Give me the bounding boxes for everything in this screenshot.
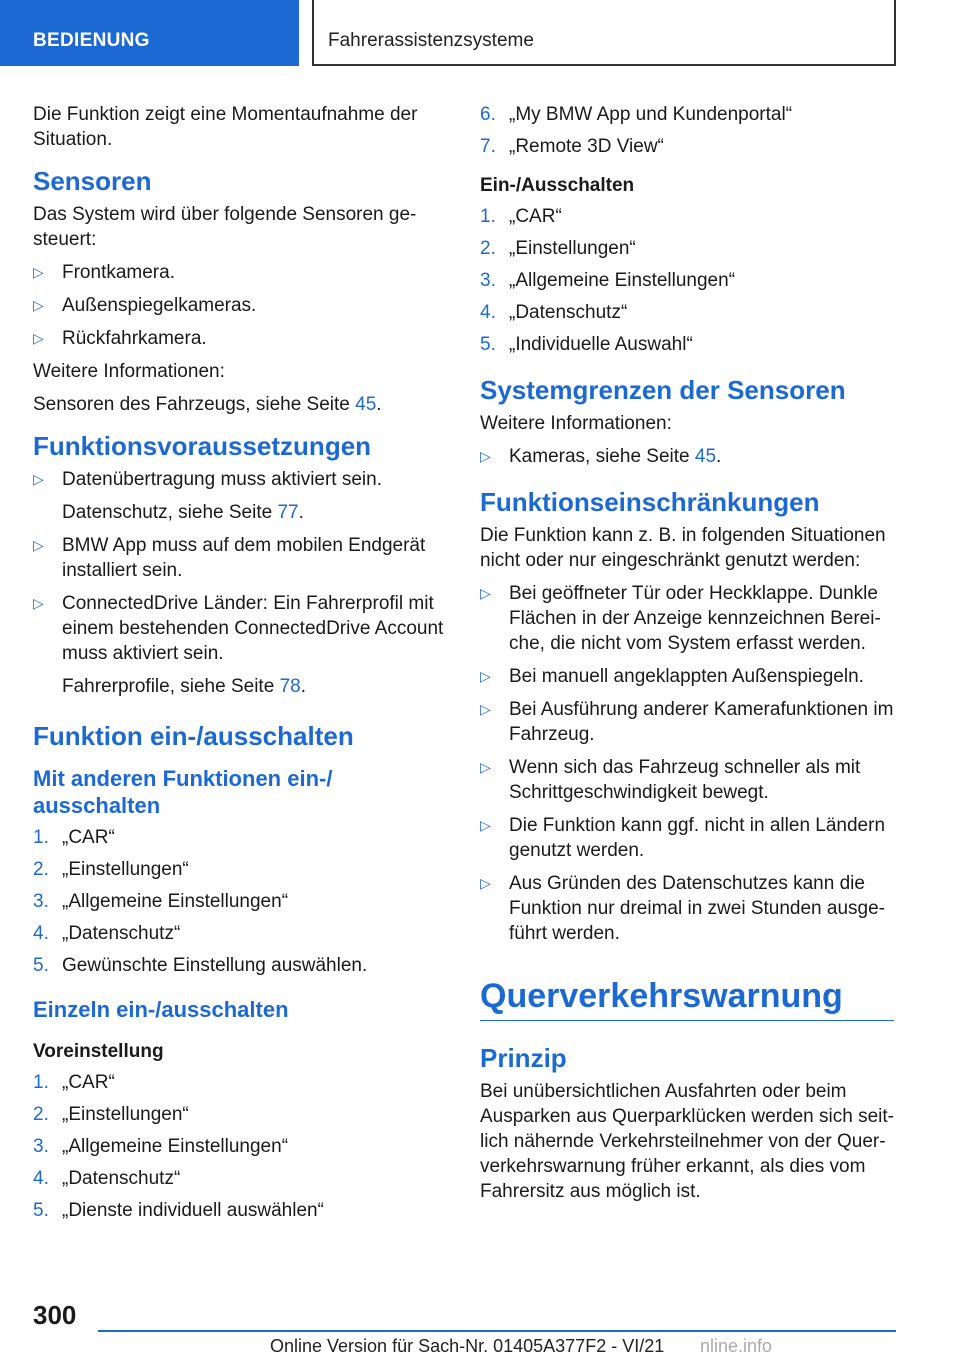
voreinstellung-steps <box>33 1070 447 1223</box>
step-item: 4. „Datenschutz“ <box>33 923 181 944</box>
heading-mit-anderen: Mit anderen Funktionen ein-/ ausschalten <box>33 766 333 818</box>
list-item: ▷ Wenn sich das Fahrzeug schneller als mit Schrittgeschwindigkeit bewegt. <box>480 757 861 803</box>
page-link-77[interactable]: 77 <box>277 502 299 523</box>
triangle-bullet-icon: ▷ <box>33 297 44 313</box>
page-link-45[interactable]: 45 <box>694 446 717 467</box>
page-number: 300 <box>33 1300 77 1330</box>
list-item: ▷ Datenübertragung muss aktiviert sein. Datenschutz, siehe Seite 77. <box>33 467 447 525</box>
triangle-bullet-icon: ▷ <box>480 448 491 464</box>
triangle-bullet-icon: ▷ <box>33 595 44 611</box>
right-column <box>480 102 894 1212</box>
triangle-bullet-icon: ▷ <box>480 585 491 601</box>
triangle-bullet-icon: ▷ <box>33 264 44 280</box>
page-link-78[interactable]: 78 <box>279 676 301 697</box>
list-item: ▷ ConnectedDrive Länder: Ein Fahrerprofil mit einem bestehenden ConnectedDrive Account muss aktiviert sein. Fahrerprofile, siehe Seite 78. <box>33 591 447 699</box>
step-item: 1. „CAR“ <box>33 827 115 848</box>
triangle-bullet-icon: ▷ <box>480 668 491 684</box>
heading-einaus: Funktion ein-/ausschalten <box>33 721 354 751</box>
sub-ref: Datenschutz, siehe Seite 77. <box>62 502 304 523</box>
list-item: ▷ Aus Gründen des Datenschutzes kann die Funktion nur dreimal in zwei Stunden ausgeführt werden. <box>480 873 885 944</box>
list-item: ▷ Bei Ausführung anderer Kamerafunktionen im Fahrzeug. <box>480 699 894 745</box>
step-item: 5. Gewünschte Einstellung auswählen. <box>33 955 368 976</box>
triangle-bullet-icon: ▷ <box>480 875 491 891</box>
step-item: 3. „Allgemeine Einstellungen“ <box>33 1136 289 1157</box>
list-item: ▷ Rückfahrkamera. <box>33 328 207 349</box>
list-item: ▷ BMW App muss auf dem mobilen Endgerät installiert sein. <box>33 535 426 581</box>
heading-querverkehrswarnung: Querverkehrswarnung <box>480 976 894 1021</box>
grenzen-list <box>480 444 894 469</box>
section-tab: BEDIENUNG <box>0 0 299 66</box>
list-item: ▷ Kameras, siehe Seite 45. <box>480 446 722 467</box>
step-item: 2. „Einstellungen“ <box>33 1104 189 1125</box>
step-item: 1. „CAR“ <box>33 1072 115 1093</box>
more-info-label: Weitere Informationen: <box>33 361 225 382</box>
online-version-text: Online Version für Sach-Nr. 01405A377F2 - VI/21 <box>270 1336 665 1356</box>
list-item: ▷ Außenspiegelkameras. <box>33 295 257 316</box>
triangle-bullet-icon: ▷ <box>480 817 491 833</box>
heading-systemgrenzen: Systemgrenzen der Sensoren <box>480 375 846 405</box>
step-item: 3. „Allgemeine Einstellungen“ <box>480 270 736 291</box>
voraussetzungen-list <box>33 467 447 699</box>
prinzip-text: Bei unübersichtlichen Ausfahrten oder beim Ausparken aus Querparklücken werden sich seitlich nähernde Verkehrsteilnehmer von der Querverkehrswarnung früher erkannt, als dies vom Fahrersitz aus möglich ist. <box>480 1081 894 1202</box>
sensoren-text: Das System wird über folgende Sensoren gesteuert: <box>33 204 417 250</box>
step-item: 2. „Einstellungen“ <box>480 238 636 259</box>
triangle-bullet-icon: ▷ <box>33 537 44 553</box>
triangle-bullet-icon: ▷ <box>33 330 44 346</box>
step-item: 7. „Remote 3D View“ <box>480 136 664 157</box>
mit-anderen-steps <box>33 825 447 978</box>
sensoren-ref: Sensoren des Fahrzeugs, siehe Seite 45. <box>33 394 382 415</box>
ein-aus-steps <box>480 204 894 357</box>
step-item: 5. „Dienste individuell auswählen“ <box>33 1200 324 1221</box>
heading-prinzip: Prinzip <box>480 1043 567 1073</box>
triangle-bullet-icon: ▷ <box>480 701 491 717</box>
list-item: ▷ Frontkamera. <box>33 262 175 283</box>
heading-sensoren: Sensoren <box>33 166 152 196</box>
sub-ref: Fahrerprofile, siehe Seite 78. <box>62 676 306 697</box>
left-column <box>33 102 447 1230</box>
heading-voraussetzungen: Funktionsvoraussetzungen <box>33 431 372 461</box>
step-item: 5. „Individuelle Auswahl“ <box>480 334 693 355</box>
step-item: 6. „My BMW App und Kundenportal“ <box>480 104 793 125</box>
page-link-45[interactable]: 45 <box>355 394 377 415</box>
more-info-label: Weitere Informationen: <box>480 413 672 434</box>
footer-divider <box>98 1330 896 1332</box>
page-header <box>0 0 960 66</box>
heading-ein-ausschalten: Ein-/Ausschalten <box>480 175 635 196</box>
heading-einzeln: Einzeln ein-/ausschalten <box>33 997 289 1022</box>
step-item: 3. „Allgemeine Einstellungen“ <box>33 891 289 912</box>
triangle-bullet-icon: ▷ <box>33 471 44 487</box>
chapter-title: Fahrerassistenzsysteme <box>312 0 896 66</box>
heading-einschraenkungen: Funktionseinschränkungen <box>480 487 820 517</box>
list-item: ▷ Bei geöffneter Tür oder Heckklappe. Dunkle Flächen in der Anzeige kennzeichnen Bereiche, die nicht vom System erfasst werden. <box>480 583 881 654</box>
list-item: ▷ Bei manuell angeklappten Außenspiegeln. <box>480 666 864 687</box>
step-item: 1. „CAR“ <box>480 206 562 227</box>
intro-text: Die Funktion zeigt eine Momentaufnahme der Situation. <box>33 104 418 150</box>
triangle-bullet-icon: ▷ <box>480 759 491 775</box>
step-item: 4. „Datenschutz“ <box>33 1168 181 1189</box>
step-item: 4. „Datenschutz“ <box>480 302 628 323</box>
continued-steps <box>480 102 894 159</box>
watermark: nline.info <box>700 1336 773 1356</box>
sensoren-list <box>33 260 447 351</box>
heading-voreinstellung: Voreinstellung <box>33 1041 164 1062</box>
step-item: 2. „Einstellungen“ <box>33 859 189 880</box>
list-item: ▷ Die Funktion kann ggf. nicht in allen Ländern genutzt werden. <box>480 815 886 861</box>
einschraenkungen-list <box>480 581 894 946</box>
einschraenkungen-text: Die Funktion kann z. B. in folgenden Situationen nicht oder nur eingeschränkt genutzt werden: <box>480 525 886 571</box>
